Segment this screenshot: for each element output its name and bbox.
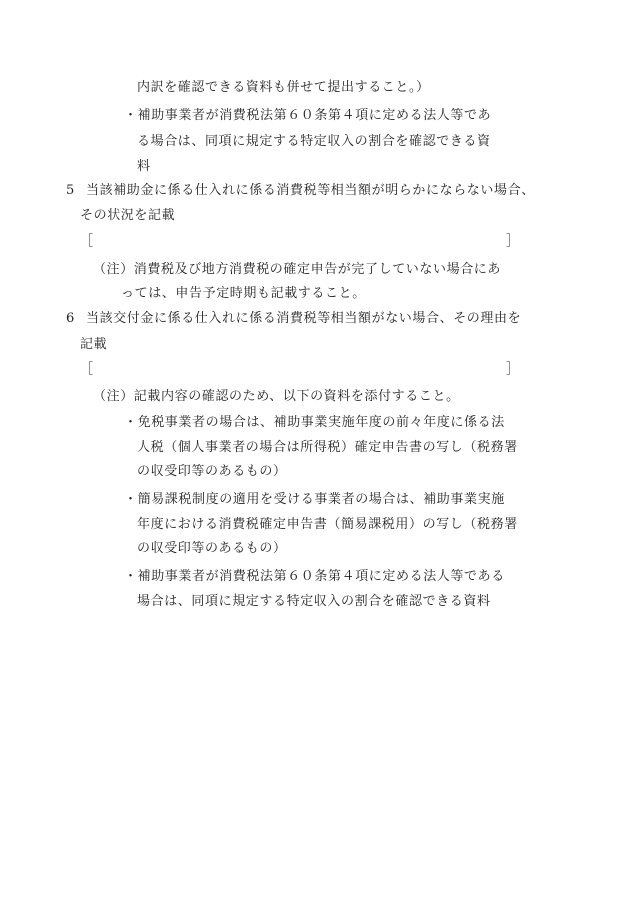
section5-bracket-open: ［ [80,234,94,249]
section6-heading-line2: 記載 [80,337,108,352]
section5-note-line2: っては、申告予定時期も記載すること。 [121,286,366,301]
prev-note-bullet-line-1: ・補助事業者が消費税法第６０条第４項に定める法人等であ [124,108,492,123]
section6-note-intro: （注）記載内容の確認のため、以下の資料を添付すること。 [93,389,460,404]
section5-heading-line2: その状況を記載 [80,208,176,223]
section6-heading [66,310,521,328]
section5-note-line1: （注）消費税及び地方消費税の確定申告が完了していない場合にあ [93,262,502,277]
section6-bracket-open: ［ [80,362,94,377]
prev-note-bullet-line-3: 料 [137,159,151,174]
prev-note-continuation: 内訳を確認できる資料も併せて提出すること。） [137,80,430,95]
section5-number: 5 [66,183,75,198]
section6-bullet2-line1: ・簡易課税制度の適用を受ける事業者の場合は、補助事業実施 [124,492,505,507]
section6-bullet3-line1: ・補助事業者が消費税法第６０条第４項に定める法人等である [124,569,505,584]
section6-bullet1-line1: ・免税事業者の場合は、補助事業実施年度の前々年度に係る法 [124,415,505,430]
section6-bullet2-line3: の収受印等のあるもの） [137,541,287,556]
section6-bullet1-line3: の収受印等のあるもの） [137,464,287,479]
section6-bullet1-line2: 人税（個人事業者の場合は所得税）確定申告書の写し（税務署 [137,440,518,455]
prev-note-bullet-line-2: る場合は、同項に規定する特定収入の割合を確認できる資 [137,134,491,149]
section6-bracket-close: ］ [506,362,520,377]
section5-bracket-close: ］ [506,234,520,249]
section6-number: 6 [66,311,75,326]
section5-heading [66,182,535,200]
section6-bullet2-line2: 年度における消費税確定申告書（簡易課税用）の写し（税務署 [137,517,518,532]
section6-heading-line1: 当該交付金に係る仕入れに係る消費税等相当額がない場合、その理由を [86,311,522,326]
section6-bullet3-line2: 場合は、同項に規定する特定収入の割合を確認できる資料 [137,594,491,609]
section5-heading-line1: 当該補助金に係る仕入れに係る消費税等相当額が明らかにならない場合、 [86,183,535,198]
